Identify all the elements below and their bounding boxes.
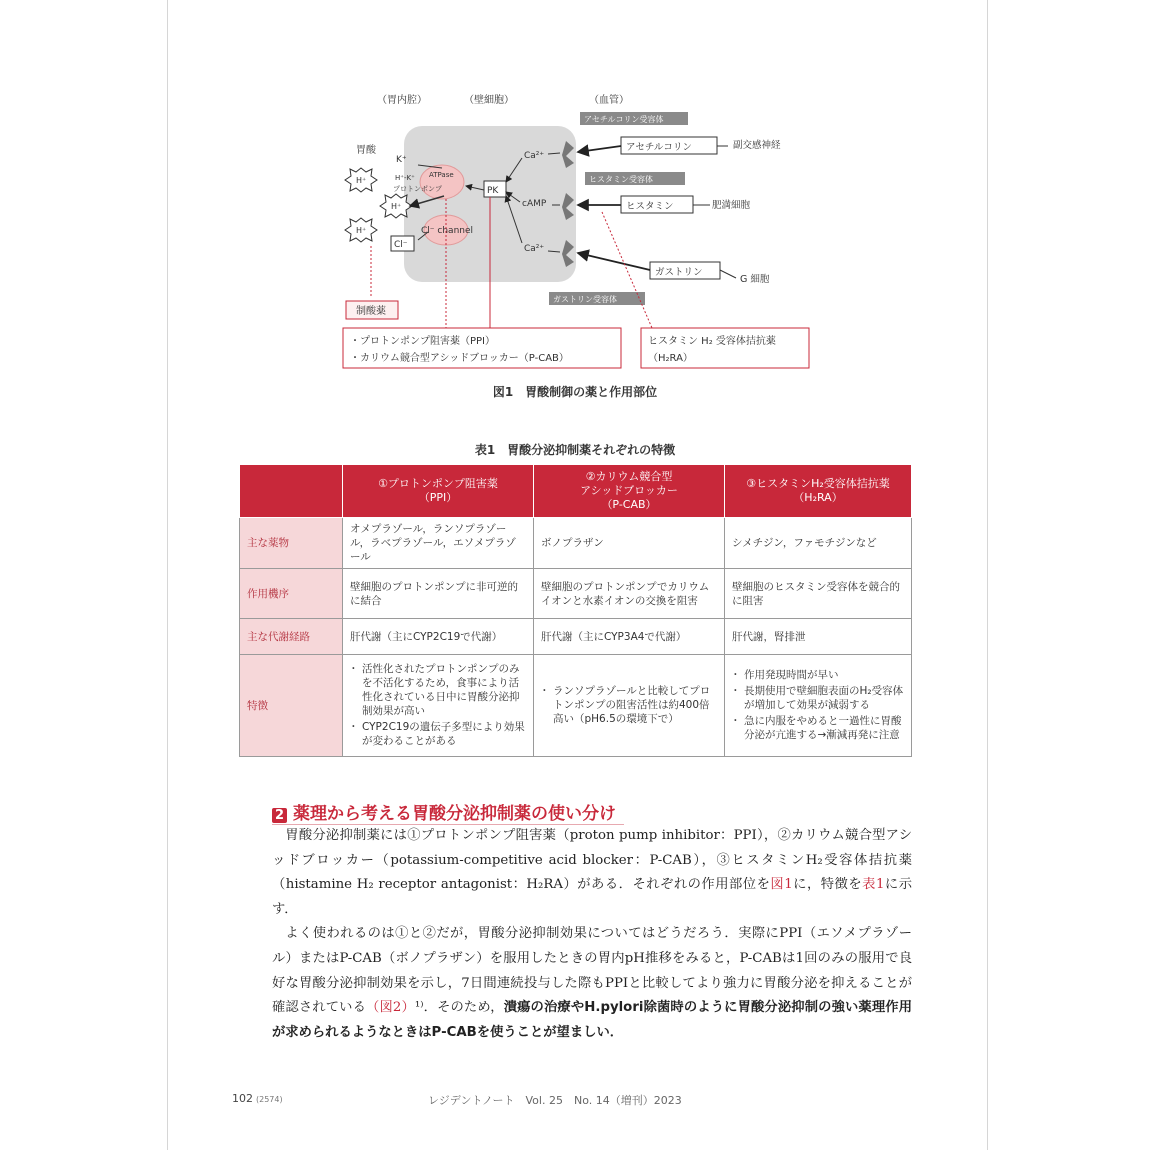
header-ppi-line2: （PPI） (418, 491, 458, 504)
ref-figure-1[interactable]: 図1 (770, 877, 793, 893)
ref-table-1[interactable]: 表1 (862, 877, 885, 893)
h2ra-label: ヒスタミン H₂ 受容体拮抗薬 (648, 336, 776, 347)
figure-1-diagram (168, 80, 987, 380)
ca-ion-1: Ca²⁺ (524, 151, 545, 161)
cl-channel-label: Cl⁻ channel (421, 226, 474, 236)
receptor-gas: ガストリン受容体 (553, 295, 617, 304)
header-h2ra-line2: （H₂RA） (793, 491, 843, 504)
antacid-label: 制酸薬 (356, 306, 386, 317)
ca-ion-2: Ca²⁺ (524, 244, 545, 254)
pump-badge: ATPase (429, 171, 454, 179)
cell-h2ra-features (725, 655, 912, 757)
table-corner (240, 465, 343, 518)
header-ppi (343, 465, 534, 518)
drug-comparison-table (239, 464, 912, 757)
ppi-label: ・プロトンポンプ阻害薬（PPI） (350, 336, 496, 347)
row-label-mechanism: 作用機序 (240, 569, 343, 619)
ligand-gas: ガストリン (655, 267, 703, 278)
citation-1[interactable]: ¹⁾ (414, 1000, 424, 1016)
ligand-ach: アセチルコリン (626, 142, 692, 153)
cell-h2ra-mechanism: 壁細胞のヒスタミン受容体を競合的に阻害 (725, 569, 912, 619)
page-number-main: 102 (232, 1092, 253, 1105)
source-vagus: 副交感神経 (733, 140, 781, 151)
row-label-drugs: 主な薬物 (240, 518, 343, 569)
h-ion-2: H⁺ (391, 202, 402, 211)
header-pcab-line1: ②カリウム競合型 (585, 470, 673, 483)
paragraph-1 (272, 824, 912, 922)
cell-ppi-mechanism: 壁細胞のプロトンポンプに非可逆的に結合 (343, 569, 534, 619)
journal-footer: レジデントノート Vol. 25 No. 14（増刊）2023 (428, 1094, 682, 1107)
table-header-row (240, 465, 912, 518)
cell-h2ra-metabolism: 肝代謝，腎排泄 (725, 619, 912, 655)
region-vessel: （血管） (589, 95, 629, 106)
table-caption: 表1 胃酸分泌抑制薬それぞれの特徴 (474, 443, 676, 457)
region-parietal: （壁細胞） (464, 95, 514, 106)
body-text (272, 824, 912, 1045)
header-pcab (534, 465, 725, 518)
cell-ppi-features (343, 655, 534, 757)
p1-text-c: に示す． (272, 877, 913, 917)
list-item: ・ 長期使用で壁細胞表面のH₂受容体が増加して効果が減弱する (744, 684, 904, 712)
receptor-ach: アセチルコリン受容体 (584, 115, 664, 124)
pump-label: プロトンポンプ (393, 185, 442, 193)
table-row (240, 619, 912, 655)
p1-text-a: 胃酸分泌抑制薬には①プロトンポンプ阻害薬（proton pump inhibitor：PPI），②カリウム競合型アシッドブロッカー（potassium-competitive acid blocker：P-CAB），③ヒスタミンH₂受容体拮抗薬（histamine H₂ receptor antagonist：H₂RA）がある．それぞれの作用部位を (272, 828, 912, 893)
k-ion: K⁺ (396, 155, 407, 165)
source-mast: 肥満細胞 (712, 200, 751, 211)
table-row (240, 569, 912, 619)
section-title: 薬理から考える胃酸分泌抑制薬の使い分け (293, 804, 617, 824)
list-item: ・ 急に内服をやめると一過性に胃酸分泌が亢進する→漸減再発に注意 (744, 714, 904, 742)
cell-pcab-features (534, 655, 725, 757)
header-h2ra (725, 465, 912, 518)
ref-figure-2[interactable]: （図2） (366, 1000, 415, 1016)
header-pcab-line2: アシッドブロッカー (580, 484, 678, 497)
section-number: 2 (272, 808, 287, 823)
h2ra-abbr: （H₂RA） (648, 353, 693, 364)
list-item: ・ CYP2C19の遺伝子多型により効果が変わることがある (362, 720, 526, 748)
cell-ppi-metabolism: 肝代謝（主にCYP2C19で代謝） (343, 619, 534, 655)
camp-label: cAMP (522, 199, 547, 209)
paragraph-2 (272, 922, 912, 1045)
row-label-features: 特徴 (240, 655, 343, 757)
cell-pcab-metabolism: 肝代謝（主にCYP3A4で代謝） (534, 619, 725, 655)
cl-ion: Cl⁻ (394, 240, 408, 250)
section-heading (272, 799, 624, 825)
region-lumen: （胃内腔） (377, 95, 427, 106)
pk-label: PK (487, 186, 499, 196)
header-pcab-line3: （P-CAB） (601, 498, 657, 511)
cell-ppi-drugs: オメプラゾール，ランソプラゾール，ラベプラゾール，エソメプラゾール (343, 518, 534, 569)
page-number-sub: (2574) (256, 1095, 283, 1104)
header-h2ra-line1: ③ヒスタミンH₂受容体拮抗薬 (746, 477, 890, 490)
p2-text-b: ．そのため， (423, 1000, 504, 1016)
list-item: ・ 活性化されたプロトンポンプのみを不活化するため，食事により活性化されている日中に胃酸分泌抑制効果が高い (362, 662, 526, 718)
pcab-label: ・カリウム競合型アシッドブロッカー（P-CAB） (350, 353, 569, 364)
pump-exchange: H⁺-K⁺ (395, 174, 415, 182)
receptor-his: ヒスタミン受容体 (589, 175, 653, 184)
cell-h2ra-drugs: シメチジン，ファモチジンなど (725, 518, 912, 569)
p1-text-b: に，特徴を (792, 877, 863, 893)
list-item: ・ ランソプラゾールと比較してプロトンポンプの阻害活性は約400倍高い（pH6.5の環境下で） (553, 684, 717, 726)
ligand-his: ヒスタミン (626, 201, 674, 212)
figure-caption: 図1 胃酸制御の薬と作用部位 (492, 385, 658, 399)
cell-pcab-mechanism: 壁細胞のプロトンポンプでカリウムイオンと水素イオンの交換を阻害 (534, 569, 725, 619)
p2-text-a: よく使われるのは①と②だが，胃酸分泌抑制効果についてはどうだろう．実際にPPI（エソメプラゾール）またはP-CAB（ボノプラザン）を服用したときの胃内pH推移をみると，P-CABは1回のみの服用で良好な胃酸分泌抑制効果を示し，7日間連続投与した際もPPIと比較してより強力に胃酸分泌を抑えることが確認されている (272, 926, 912, 1016)
h-ion-3: H⁺ (356, 226, 367, 235)
source-g: G 細胞 (740, 274, 770, 285)
table-row (240, 518, 912, 569)
row-label-metabolism: 主な代謝経路 (240, 619, 343, 655)
p2-bold-conclusion: 潰瘍の治療やH.pylori除菌時のように胃酸分泌抑制の強い薬理作用が求められるようなときはP-CABを使うことが望ましい． (272, 1000, 913, 1040)
h-ion-1: H⁺ (356, 176, 367, 185)
list-item: ・ 作用発現時間が早い (744, 668, 904, 682)
stomach-acid-label: 胃酸 (356, 145, 376, 156)
header-ppi-line1: ①プロトンポンプ阻害薬 (378, 477, 498, 490)
page-number (232, 1092, 283, 1105)
table-row (240, 655, 912, 757)
cell-pcab-drugs: ボノプラザン (534, 518, 725, 569)
